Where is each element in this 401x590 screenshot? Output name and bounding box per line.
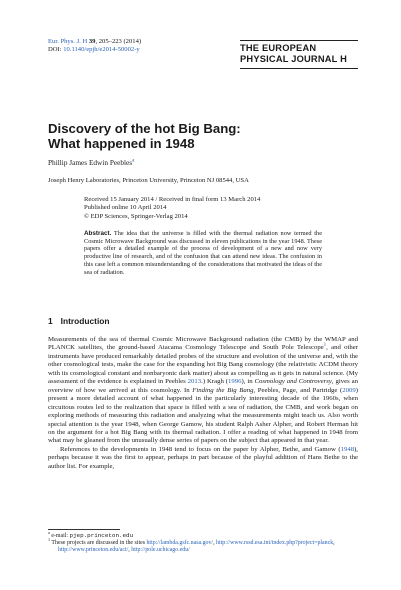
text-run: References to the developments in 1948 tend to focus on the paper by Alpher, Bethe, and Gamow ( <box>60 445 341 453</box>
url-link[interactable]: http://pole.uchicago.edu/ <box>131 547 190 554</box>
citation-link[interactable]: 1948 <box>340 445 355 453</box>
citation-link[interactable]: 2009 <box>342 386 356 394</box>
url-link[interactable]: http://www.rssd.esa.int/index.php?project=planck <box>216 540 334 547</box>
text-run: Measurements of the sea of thermal Cosmic Microwave Background radiation (the CMB) by the WMAP and PLANCK satellites, the ground-based Atacama Cosmology Telescope and South Pole Telescope <box>48 336 358 352</box>
article-title <box>48 121 241 151</box>
footnote-mark: a <box>48 530 50 536</box>
text-run: ), perhaps because it was the first to appear, perhaps in part because of the playful addition of Hans Bethe to the author list. For example, <box>48 445 358 470</box>
journal-name-block <box>240 40 358 69</box>
author-name: Phillip James Edwin Peebles <box>48 158 133 167</box>
journal-citation <box>48 38 141 54</box>
doi-label: DOI: <box>48 46 64 53</box>
book-title: Finding the Big Bang <box>192 386 254 394</box>
published-line: Published online 10 April 2014 <box>84 204 167 212</box>
publication-dates <box>84 196 260 221</box>
section-title: Introduction <box>60 316 110 326</box>
citation-link[interactable]: 2013 <box>187 378 202 386</box>
url-link[interactable]: http://www.princeton.edu/act/ <box>58 547 129 554</box>
journal-link[interactable]: Eur. Phys. J. H <box>48 38 89 45</box>
separator: , <box>333 540 335 547</box>
title-line-1: Discovery of the hot Big Bang: <box>48 121 241 136</box>
page-range: , 205–223 (2014) <box>95 38 142 45</box>
citation-line <box>48 38 141 46</box>
body-text <box>48 336 358 471</box>
abstract-text: The idea that the universe is filled with the thermal radiation now termed the Cosmic Microwave Background was discussed in eleven publications in the year 1948. These papers offer a detailed example of the process of development of a new and now very productive line of research, and of the confusion that can attend new ideas. The confusion in this case left a common misunderstanding of the considerations that motivated the ideas of the sea of radiation. <box>84 230 322 276</box>
footnote-a <box>48 530 358 543</box>
text-run: , Peebles, Page, and Partridge ( <box>253 386 343 394</box>
book-title: Cosmology and Controversy <box>254 378 332 386</box>
footnote-label: e-mail: <box>49 533 70 539</box>
author-footnote-mark[interactable]: a <box>132 157 135 164</box>
separator: , <box>213 540 217 547</box>
abstract <box>84 230 322 276</box>
text-run: .) Kragh ( <box>201 378 228 386</box>
citation-link[interactable]: 1996 <box>228 378 242 386</box>
footnotes <box>48 532 358 555</box>
author-line <box>48 158 134 167</box>
footnote-mark: 1 <box>48 537 51 543</box>
doi-line <box>48 46 141 54</box>
paragraph-2 <box>48 446 358 471</box>
abstract-label: Abstract. <box>84 230 112 237</box>
email-address: pjep.princeton.edu <box>69 532 134 539</box>
doi-link[interactable]: 10.1140/epjh/e2014-50002-y <box>63 46 140 53</box>
url-link[interactable]: http://lambda.gsfc.nasa.gov/ <box>146 540 214 547</box>
journal-name-line-1: THE EUROPEAN <box>240 43 317 53</box>
text-run: ), in <box>241 378 255 386</box>
text-run: , and other instruments have produced remarkably detailed probes of the structure and evolution of the universe and, with the other cosmological tests, make the case for the expanding hot Big Bang cosmology (the relativistic ΛCDM theory with its cosmological constant and nonbaryonic dark matter) about as compelling as it gets in natural science. (My assessment of the evidence is explained in Peebles <box>48 344 358 386</box>
section-heading <box>48 316 118 326</box>
text-run: , gives an overview of how we arrived at this cosmology. In <box>48 378 359 394</box>
paragraph-1 <box>48 336 358 446</box>
footnote-ref-1[interactable]: 1 <box>323 343 327 349</box>
text-run: ) present a more detailed account of what happened in the particularly interesting decade of the 1960s, when circuitous routes led to the realization that space is filled with a sea of radiation, the CMB, and work began on exploring methods of measuring this radiation and analyzing what the measurements might teach us. Also worth special attention is the year 1948, when George Gamow, his student Ralph Asher Alpher, and Robert Herman hit on the argument for a hot Big Bang with its thermal radiation. I offer a reading of what happened in 1948 from what may be gleaned from the unusually dense series of papers on the subject that appeared in that year. <box>48 386 358 445</box>
copyright-line: © EDP Sciences, Springer-Verlag 2014 <box>84 212 188 220</box>
footnote-divider <box>48 529 120 530</box>
footnote-text: These projects are discussed in the sites <box>50 540 147 547</box>
affiliation: Joseph Henry Laboratories, Princeton University, Princeton NJ 08544, USA <box>48 177 249 184</box>
journal-name-line-2: PHYSICAL JOURNAL H <box>240 54 348 64</box>
volume-number: 39 <box>88 38 96 45</box>
separator: , <box>128 547 132 554</box>
footnote-1 <box>48 537 358 554</box>
received-line: Received 15 January 2014 / Received in final form 13 March 2014 <box>84 196 261 203</box>
title-line-2: What happened in 1948 <box>48 136 195 151</box>
section-number: 1 <box>48 316 53 326</box>
